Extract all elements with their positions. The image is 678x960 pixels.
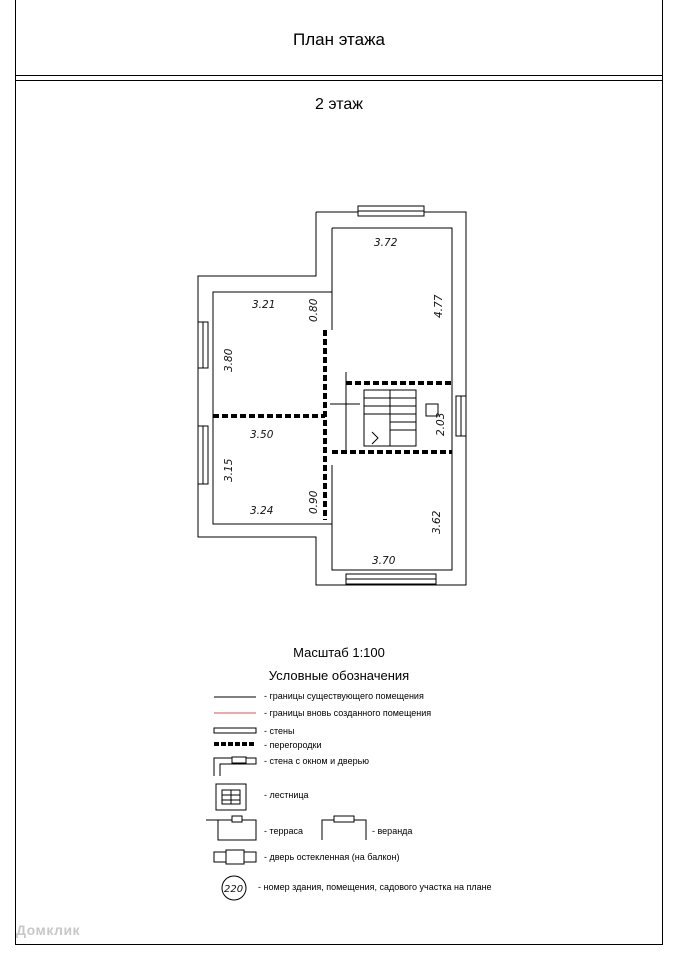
dim-bottom-left-width: 3.24 — [250, 505, 274, 517]
legend-title: Условные обозначения — [268, 668, 410, 683]
dim-bottom-left-door: 0.90 — [308, 490, 320, 514]
legend-number-label: - номер здания, помещения, садового участка на плане — [258, 882, 492, 892]
dim-stair-width: 2.03 — [435, 412, 447, 436]
dim-top-room-height: 4.77 — [433, 294, 445, 318]
legend-veranda-label: - веранда — [372, 826, 413, 836]
dim-top-left-height: 3.80 — [223, 348, 235, 372]
legend-terrace-label: - терраса — [264, 826, 304, 836]
dim-top-room-width: 3.72 — [374, 237, 398, 249]
dim-top-left-width: 3.21 — [252, 299, 276, 311]
dim-bottom-room-height: 3.62 — [431, 510, 443, 534]
floor-label: 2 этаж — [315, 96, 363, 113]
scale-label: Масштаб 1:100 — [293, 645, 385, 660]
legend-stairs-label: - лестница — [264, 790, 309, 800]
watermark: Домклик — [16, 922, 81, 938]
dim-top-left-door: 0.80 — [308, 298, 320, 322]
legend-number-symbol: 220 — [224, 884, 244, 895]
legend-terrace-symbol — [218, 820, 256, 840]
dim-bottom-room-width: 3.70 — [372, 555, 396, 567]
legend-partitions-label: - перегородки — [264, 740, 322, 750]
legend-wall-window-label: - стена с окном и дверью — [264, 756, 370, 766]
legend-veranda-symbol — [322, 820, 366, 840]
dim-bottom-left-height: 3.15 — [223, 458, 235, 482]
legend-new-label: - границы вновь созданного помещения — [264, 708, 432, 718]
legend-existing-label: - границы существующего помещения — [264, 691, 424, 701]
legend-wall-symbol — [214, 728, 256, 733]
legend-glazed-door-label: - дверь остекленная (на балкон) — [264, 852, 400, 862]
page-title: План этажа — [293, 30, 385, 49]
legend-walls-label: - стены — [264, 726, 295, 736]
dim-mid-left-width: 3.50 — [250, 429, 274, 441]
